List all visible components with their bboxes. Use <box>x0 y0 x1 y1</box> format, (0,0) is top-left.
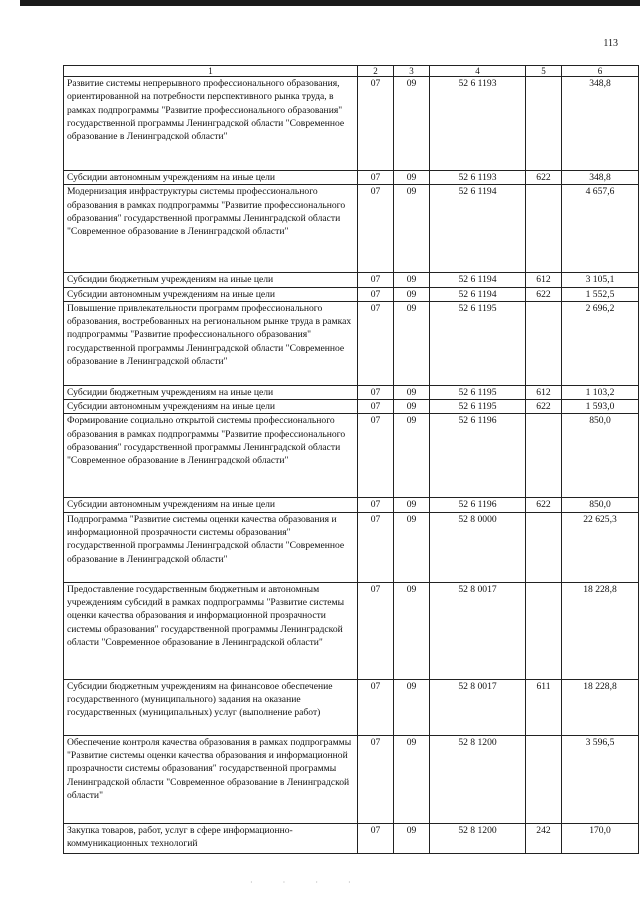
row-subsection-cell: 09 <box>394 171 430 185</box>
row-amount-cell: 170,0 <box>562 823 639 853</box>
row-section-cell: 07 <box>358 287 394 301</box>
row-section-cell: 07 <box>358 385 394 399</box>
row-expense-type-cell: 622 <box>526 287 562 301</box>
table-row <box>64 287 639 301</box>
row-target-article-cell: 52 6 1195 <box>430 400 526 414</box>
row-subsection-cell: 09 <box>394 823 430 853</box>
header-col-2: 2 <box>358 66 394 77</box>
header-col-1: 1 <box>64 66 358 77</box>
row-expense-type-cell <box>526 301 562 385</box>
row-expense-type-cell: 612 <box>526 273 562 287</box>
row-target-article-cell: 52 6 1194 <box>430 273 526 287</box>
row-subsection-cell: 09 <box>394 414 430 498</box>
row-amount-cell: 3 596,5 <box>562 735 639 823</box>
row-target-article-cell: 52 6 1193 <box>430 77 526 171</box>
table-row <box>64 823 639 853</box>
table-row <box>64 273 639 287</box>
row-section-cell: 07 <box>358 679 394 735</box>
table-row <box>64 414 639 498</box>
row-name-cell: Закупка товаров, работ, услуг в сфере информационно-коммуникационных технологий <box>64 823 358 853</box>
row-name-cell: Субсидии автономным учреждениям на иные цели <box>64 498 358 512</box>
row-name-cell: Субсидии автономным учреждениям на иные цели <box>64 400 358 414</box>
row-amount-cell: 1 103,2 <box>562 385 639 399</box>
row-name-cell: Повышение привлекательности программ профессионального образования, востребованных на региональном рынке труда в рамках подпрограммы "Развитие профессионального образования" государственной программы Ленинградской области "Современное образование в Ленинградской области" <box>64 301 358 385</box>
table-row <box>64 185 639 273</box>
header-col-5: 5 <box>526 66 562 77</box>
table-header-row <box>64 66 639 77</box>
row-subsection-cell: 09 <box>394 679 430 735</box>
row-subsection-cell: 09 <box>394 400 430 414</box>
row-expense-type-cell <box>526 512 562 582</box>
row-section-cell: 07 <box>358 171 394 185</box>
table-row <box>64 512 639 582</box>
header-col-4: 4 <box>430 66 526 77</box>
page-number: 113 <box>603 38 618 49</box>
row-section-cell: 07 <box>358 400 394 414</box>
row-name-cell: Субсидии бюджетным учреждениям на иные цели <box>64 385 358 399</box>
budget-allocation-table <box>63 65 639 854</box>
row-amount-cell: 850,0 <box>562 414 639 498</box>
row-subsection-cell: 09 <box>394 512 430 582</box>
row-target-article-cell: 52 6 1194 <box>430 185 526 273</box>
row-expense-type-cell <box>526 582 562 679</box>
row-amount-cell: 18 228,8 <box>562 582 639 679</box>
row-amount-cell: 3 105,1 <box>562 273 639 287</box>
row-name-cell: Предоставление государственным бюджетным и автономным учреждениям субсидий в рамках подпрограммы "Развитие системы оценки качества образования и информационной прозрачности системы образования" государственной программы Ленинградской области "Современное образование в Ленинградской области" <box>64 582 358 679</box>
row-amount-cell: 22 625,3 <box>562 512 639 582</box>
table-row <box>64 735 639 823</box>
row-amount-cell: 348,8 <box>562 171 639 185</box>
row-amount-cell: 348,8 <box>562 77 639 171</box>
row-target-article-cell: 52 6 1193 <box>430 171 526 185</box>
row-section-cell: 07 <box>358 273 394 287</box>
table-row <box>64 400 639 414</box>
table-row <box>64 77 639 171</box>
row-target-article-cell: 52 6 1195 <box>430 385 526 399</box>
row-name-cell: Подпрограмма "Развитие системы оценки качества образования и информационной прозрачности системы образования" государственной программы Ленинградской области "Современное образование в Ленинградской области" <box>64 512 358 582</box>
row-subsection-cell: 09 <box>394 735 430 823</box>
row-target-article-cell: 52 6 1196 <box>430 498 526 512</box>
row-name-cell: Субсидии бюджетным учреждениям на иные цели <box>64 273 358 287</box>
row-name-cell: Модернизация инфраструктуры системы профессионального образования в рамках подпрограммы "Развитие профессионального образования" государственной программы Ленинградской области "Современное образование в Ленинградской области" <box>64 185 358 273</box>
table-row <box>64 385 639 399</box>
row-subsection-cell: 09 <box>394 77 430 171</box>
row-expense-type-cell <box>526 77 562 171</box>
row-target-article-cell: 52 8 0017 <box>430 679 526 735</box>
row-expense-type-cell: 242 <box>526 823 562 853</box>
row-amount-cell: 18 228,8 <box>562 679 639 735</box>
row-target-article-cell: 52 8 0017 <box>430 582 526 679</box>
row-section-cell: 07 <box>358 498 394 512</box>
row-expense-type-cell: 622 <box>526 498 562 512</box>
row-section-cell: 07 <box>358 77 394 171</box>
row-subsection-cell: 09 <box>394 273 430 287</box>
row-amount-cell: 4 657,6 <box>562 185 639 273</box>
header-col-3: 3 <box>394 66 430 77</box>
header-col-6: 6 <box>562 66 639 77</box>
scan-top-edge <box>20 0 640 6</box>
scan-specks: · · · · <box>250 878 365 887</box>
row-target-article-cell: 52 8 1200 <box>430 735 526 823</box>
row-expense-type-cell <box>526 414 562 498</box>
table-row <box>64 582 639 679</box>
table-row <box>64 171 639 185</box>
row-expense-type-cell: 611 <box>526 679 562 735</box>
table-row <box>64 301 639 385</box>
row-expense-type-cell <box>526 735 562 823</box>
row-section-cell: 07 <box>358 185 394 273</box>
row-section-cell: 07 <box>358 735 394 823</box>
row-amount-cell: 850,0 <box>562 498 639 512</box>
row-section-cell: 07 <box>358 823 394 853</box>
row-section-cell: 07 <box>358 301 394 385</box>
row-name-cell: Субсидии автономным учреждениям на иные цели <box>64 171 358 185</box>
row-name-cell: Формирование социально открытой системы профессионального образования в рамках подпрограммы "Развитие профессионального образования" государственной программы Ленинградской области "Современное образование в Ленинградской области" <box>64 414 358 498</box>
row-target-article-cell: 52 6 1194 <box>430 287 526 301</box>
row-name-cell: Развитие системы непрерывного профессионального образования, ориентированной на потребности перспективного рынка труда, в рамках подпрограммы "Развитие профессионального образования" государственной программы Ленинградской области "Современное образование в Ленинградской области" <box>64 77 358 171</box>
row-name-cell: Обеспечение контроля качества образования в рамках подпрограммы "Развитие системы оценки качества образования и информационной прозрачности системы образования" государственной программы Ленинградской области "Современное образование в Ленинградской области" <box>64 735 358 823</box>
row-name-cell: Субсидии бюджетным учреждениям на финансовое обеспечение государственного (муниципального) задания на оказание государственных (муниципальных) услуг (выполнение работ) <box>64 679 358 735</box>
row-subsection-cell: 09 <box>394 185 430 273</box>
table-row <box>64 679 639 735</box>
row-section-cell: 07 <box>358 512 394 582</box>
row-expense-type-cell: 622 <box>526 400 562 414</box>
row-amount-cell: 2 696,2 <box>562 301 639 385</box>
row-name-cell: Субсидии автономным учреждениям на иные цели <box>64 287 358 301</box>
row-target-article-cell: 52 6 1196 <box>430 414 526 498</box>
row-expense-type-cell: 622 <box>526 171 562 185</box>
table-row <box>64 498 639 512</box>
row-subsection-cell: 09 <box>394 385 430 399</box>
row-target-article-cell: 52 8 1200 <box>430 823 526 853</box>
row-target-article-cell: 52 6 1195 <box>430 301 526 385</box>
row-section-cell: 07 <box>358 414 394 498</box>
row-amount-cell: 1 593,0 <box>562 400 639 414</box>
row-subsection-cell: 09 <box>394 498 430 512</box>
row-expense-type-cell: 612 <box>526 385 562 399</box>
row-amount-cell: 1 552,5 <box>562 287 639 301</box>
row-target-article-cell: 52 8 0000 <box>430 512 526 582</box>
row-subsection-cell: 09 <box>394 301 430 385</box>
row-section-cell: 07 <box>358 582 394 679</box>
row-subsection-cell: 09 <box>394 582 430 679</box>
row-subsection-cell: 09 <box>394 287 430 301</box>
row-expense-type-cell <box>526 185 562 273</box>
